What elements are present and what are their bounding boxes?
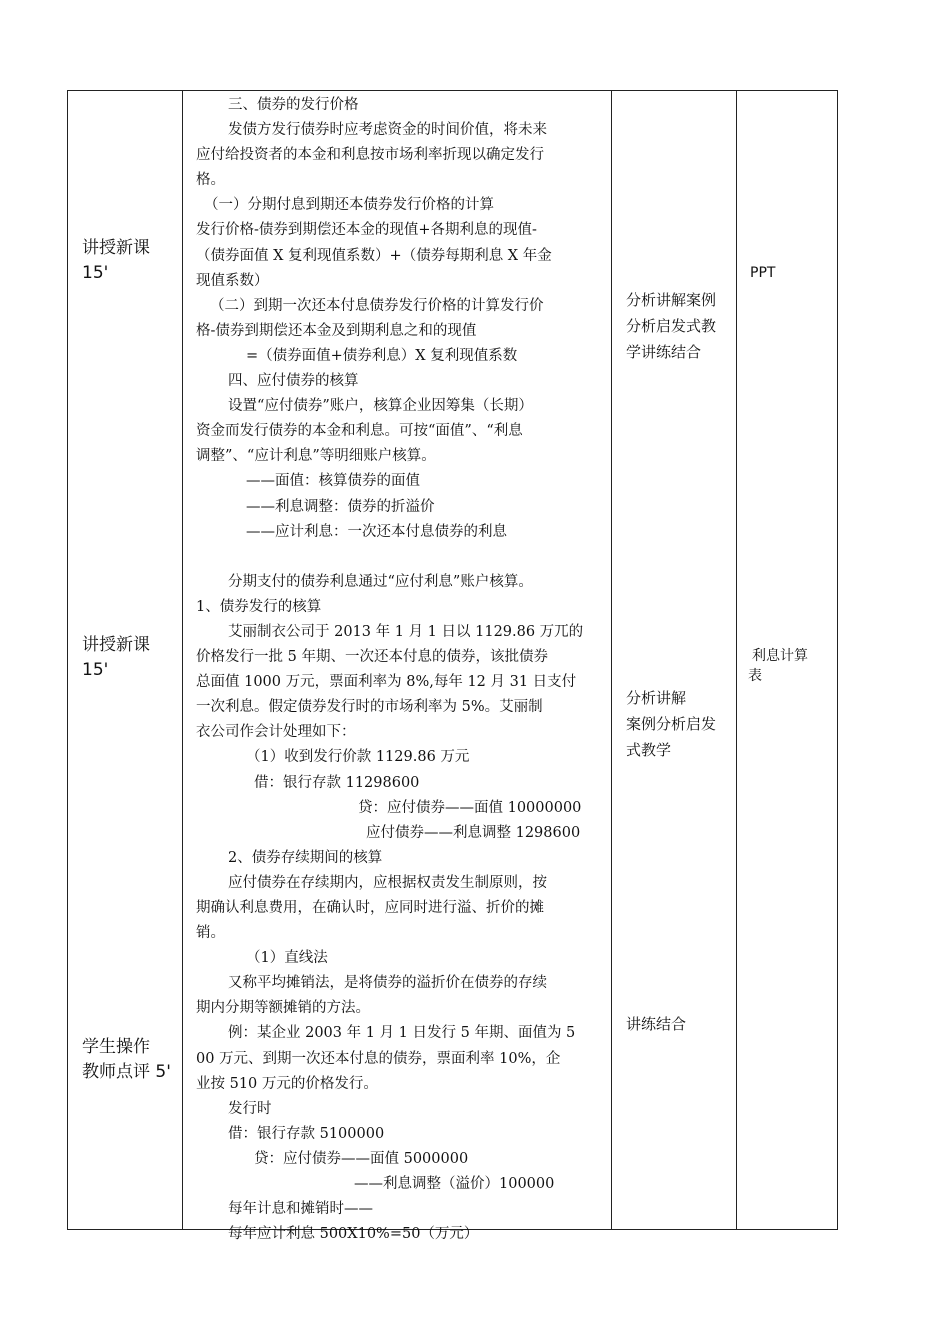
lesson-plan-table	[67, 90, 838, 1243]
stage-cell-3	[82, 1035, 171, 1085]
content-line: 分期支付的债券利息通过“应付利息”账户核算。	[228, 573, 533, 590]
method-line: 案例分析启发	[626, 715, 717, 733]
content-line: 艾丽制衣公司于 2013 年 1 月 1 日以 1129.86 万兀的	[228, 623, 584, 640]
content-line: 贷：应付债券——面值 10000000	[358, 799, 582, 816]
content-line: 1、债券发行的核算	[196, 598, 322, 615]
content-line: 贷：应付债券——面值 5000000	[254, 1150, 469, 1167]
content-line: 三、债券的发行价格	[228, 97, 359, 113]
column-divider	[182, 91, 183, 1229]
content-line: 格。	[196, 172, 225, 189]
method-line: 讲练结合	[626, 1015, 687, 1033]
method-line: 分析讲解案例	[626, 291, 717, 309]
content-line: ——应计利息：一次还本付息债券的利息	[246, 523, 507, 540]
method-line: 分析讲解	[626, 689, 687, 707]
stage-label-2: 教师点评 5'	[82, 1062, 171, 1082]
content-line: 一次利息。假定债券发行时的市场利率为 5%。艾丽制	[196, 699, 543, 716]
content-line: 每年计息和摊销时——	[228, 1201, 373, 1218]
content-line: 例：某企业 2003 年 1 月 1 日发行 5 年期、面值为 5	[228, 1025, 576, 1042]
content-line: ——利息调整（溢价）100000	[354, 1176, 555, 1193]
aid-line: 表	[748, 668, 762, 684]
content-line: 期确认利息费用，在确认时，应同时进行溢、折价的摊	[196, 900, 544, 916]
content-line: 总面值 1000 万元，票面利率为 8%,每年 12 月 31 日支付	[196, 674, 577, 691]
aid-cell-1	[750, 263, 835, 283]
content-line: 发债方发行债券时应考虑资金的时间价值，将未来	[228, 122, 547, 139]
content-line: 四、应付债券的核算	[228, 373, 359, 390]
content-line: （1）收到发行价款 1129.86 万元	[246, 749, 470, 766]
content-line: 2、债券存续期间的核算	[228, 849, 383, 866]
content-line: 现值系数）	[196, 272, 269, 289]
content-line: 调整”、“应计利息”等明细账户核算。	[196, 448, 436, 465]
content-line: （1）直线法	[246, 950, 328, 967]
aid-line: PPT	[750, 265, 776, 281]
stage-label: 讲授新课	[82, 635, 150, 655]
content-line: 销。	[196, 925, 225, 942]
content-line: 又称平均摊销法，是将债券的溢折价在债券的存续	[228, 975, 547, 992]
teaching-content	[196, 93, 608, 1247]
stage-label: 学生操作	[82, 1037, 150, 1057]
content-line: 借：银行存款 11298600	[254, 774, 420, 791]
column-divider	[611, 91, 612, 1229]
content-line	[196, 545, 608, 570]
content-line: （二）到期一次还本付息债券发行价格的计算发行价	[210, 297, 544, 314]
method-cell-3	[626, 1011, 744, 1037]
content-line: （一）分期付息到期还本债券发行价格的计算	[204, 197, 494, 214]
method-line: 式教学	[626, 741, 672, 759]
content-line: 每年应计利息 500X10%=50（万元）	[228, 1226, 479, 1243]
content-line: =（债券面值+债券利息）X 复利现值系数	[246, 347, 518, 364]
content-line: 格-债券到期偿还本金及到期利息之和的现值	[196, 322, 477, 339]
stage-cell-1	[82, 236, 150, 286]
stage-cell-2	[82, 633, 150, 683]
method-line: 分析启发式教	[626, 317, 717, 335]
column-divider	[736, 91, 737, 1229]
content-line: （债券面值 X 复利现值系数）+（债券每期利息 X 年金	[196, 247, 552, 264]
content-line: 应付债券——利息调整 1298600	[366, 824, 581, 841]
content-line: 00 万元、到期一次还本付息的债券，票面利率 10%，企	[196, 1050, 561, 1067]
stage-duration: 15'	[82, 263, 109, 283]
content-line: 期内分期等额摊销的方法。	[196, 1000, 370, 1017]
content-line: 价格发行一批 5 年期、一次还本付息的债券，该批债券	[196, 649, 548, 666]
content-line: ——面值：核算债券的面值	[246, 473, 420, 490]
content-line: 发行时	[228, 1100, 272, 1117]
content-line: 业按 510 万元的价格发行。	[196, 1075, 378, 1092]
content-line: 应付给投资者的本金和利息按市场利率折现以确定发行	[196, 147, 544, 164]
content-line: 借：银行存款 5100000	[228, 1125, 385, 1142]
content-line: 设置“应付债券”账户，核算企业因筹集（长期）	[228, 398, 533, 415]
method-line: 学讲练结合	[626, 343, 702, 361]
content-line: ——利息调整：债券的折溢价	[246, 498, 435, 515]
content-line: 发行价格-债券到期偿还本金的现值+各期利息的现值-	[196, 222, 537, 239]
content-line: 应付债券在存续期内，应根据权责发生制原则，按	[228, 874, 547, 891]
aid-line: 利息计算	[752, 648, 808, 664]
method-cell-2	[626, 685, 744, 763]
aid-cell-2	[748, 646, 833, 686]
method-cell-1	[626, 287, 744, 365]
content-line: 资金而发行债券的本金和利息。可按“面值”、“利息	[196, 423, 523, 440]
stage-label: 讲授新课	[82, 238, 150, 258]
stage-duration: 15'	[82, 660, 109, 680]
content-line: 衣公司作会计处理如下：	[196, 724, 356, 741]
